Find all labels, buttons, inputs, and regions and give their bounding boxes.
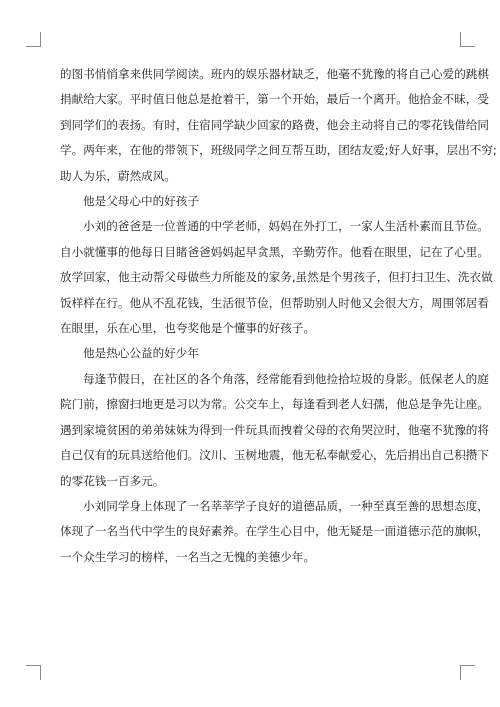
text-line: 体现了一名当代中学生的良好素养。在学生心目中，他无疑是一面道德示范的旗帜， — [60, 524, 489, 539]
text-line: 自己仅有的玩具送给他们。汶川、玉树地震，他无私奉献爱心，先后捐出自己积攒下 — [60, 448, 489, 463]
crop-mark-bottom-left — [26, 665, 41, 680]
text-line: 小刘的爸爸是一位普通的中学老师，妈妈在外打工，一家人生活朴素而且节俭。 — [83, 219, 489, 234]
paragraph — [60, 62, 497, 189]
text-line: 每逢节假日，在社区的各个角落，经常能看到他捡拾垃圾的身影。低保老人的庭 — [83, 371, 489, 386]
section-heading: 他是父母心中的好孩子 — [83, 194, 199, 209]
paragraph — [60, 367, 489, 494]
text-line: 的零花钱一百多元。 — [60, 473, 165, 488]
crop-mark-top-right — [460, 32, 475, 47]
text-line: 小刘同学身上体现了一名莘莘学子良好的道德品质，一种至真至善的思想态度， — [83, 498, 489, 513]
text-line: 在眼里，乐在心里，也夸奖他是个懂事的好孩子。 — [60, 321, 316, 336]
text-line: 到同学们的表扬。有时，住宿同学缺少回家的路费，他会主动将自己的零花钱借给同 — [60, 117, 489, 132]
text-line: 饭样样在行。他从不乱花钱，生活很节俭，但帮助别人时他又会很大方，周围邻居看 — [60, 295, 489, 310]
section-heading: 他是热心公益的好少年 — [83, 346, 199, 361]
text-line: 的图书悄悄拿来供同学阅读。班内的娱乐器材缺乏，他毫不犹豫的将自己心爱的跳棋 — [60, 67, 489, 81]
text-line: 助人为乐，蔚然成风。 — [60, 168, 176, 183]
document-body — [60, 62, 497, 570]
text-line: 院门前，擦窗扫地更是习以为常。公交车上，每逢看到老人妇孺，他总是争先让座。 — [60, 397, 489, 412]
text-line: 捐献给大家。平时值日他总是抢着干，第一个开始，最后一个离开。他拾金不昧，受 — [60, 92, 489, 107]
text-line: 遇到家境贫困的弟弟妹妹为得到一件玩具而拽着父母的衣角哭泣时，他毫不犹豫的将 — [60, 422, 489, 437]
text-line: 学。两年来，在他的带领下，班级同学之间互帮互助，团结友爱;好人好事，层出不穷; — [60, 143, 497, 158]
paragraph — [60, 214, 493, 341]
text-line: 一个众生学习的榜样，一名当之无愧的美德少年。 — [60, 549, 316, 564]
text-line: 自小就懂事的他每日目睹爸爸妈妈起早贪黑，辛勤劳作。他看在眼里，记在了心里。 — [60, 244, 489, 259]
crop-mark-top-left — [26, 32, 41, 47]
text-line: 放学回家，他主动帮父母做些力所能及的家务,虽然是个男孩子，但打扫卫生、洗衣做 — [60, 270, 493, 285]
paragraph — [60, 494, 489, 570]
crop-mark-bottom-right — [460, 665, 475, 680]
